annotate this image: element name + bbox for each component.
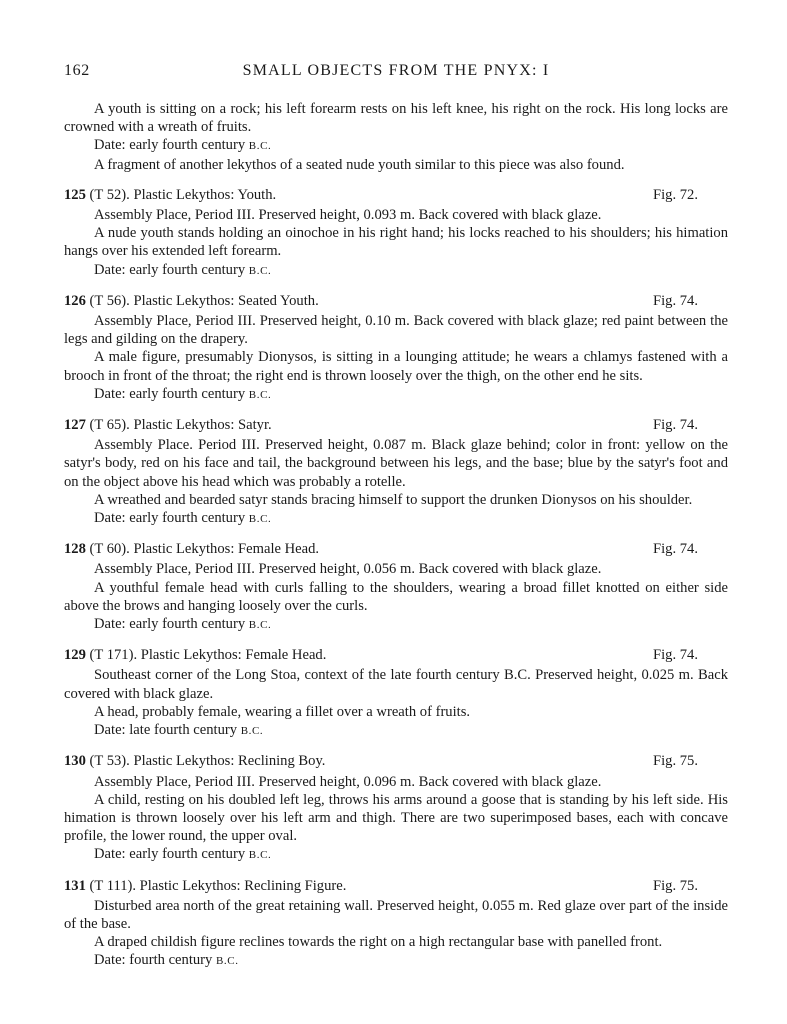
catalogue-entries bbox=[64, 186, 728, 971]
date-era: B.C. bbox=[248, 849, 272, 862]
entry-title: (T 60). Plastic Lekythos: Female Head. bbox=[89, 541, 320, 558]
catalogue-entry bbox=[64, 292, 728, 404]
figure-reference: Fig. 72. bbox=[652, 186, 698, 203]
entry-heading bbox=[64, 646, 728, 664]
entry-title-line bbox=[64, 540, 319, 558]
entry-number: 131 bbox=[64, 877, 86, 894]
entry-date bbox=[64, 951, 728, 970]
body-text bbox=[64, 100, 728, 971]
entry-title: (T 53). Plastic Lekythos: Reclining Boy. bbox=[89, 753, 326, 770]
date-label: Date: early fourth century bbox=[94, 137, 246, 154]
document-page bbox=[64, 62, 728, 971]
date-era: B.C. bbox=[248, 388, 272, 401]
date-era: B.C. bbox=[240, 725, 264, 738]
entry-date bbox=[64, 615, 728, 634]
date-label: Date: early fourth century bbox=[94, 385, 246, 402]
entry-description: A male figure, presumably Dionysos, is sitting in a lounging attitude; he wears a chlamys fastened with a brooch in front of the throat; the right end is thrown loosely over the thigh, on the other end he sits. bbox=[64, 349, 728, 384]
entry-heading bbox=[64, 877, 728, 895]
entry-date bbox=[64, 721, 728, 740]
entry-number: 127 bbox=[64, 417, 86, 434]
date-era: B.C. bbox=[248, 619, 272, 632]
intro-note: A fragment of another lekythos of a seated nude youth similar to this piece was also found. bbox=[94, 156, 625, 173]
entry-provenance: Southeast corner of the Long Stoa, context of the late fourth century B.C. Preserved height, 0.025 m. Back covered with black glaze. bbox=[64, 667, 728, 702]
entry-provenance: Assembly Place, Period III. Preserved height, 0.10 m. Back covered with black glaze; red paint between the legs and gilding on the drapery. bbox=[64, 313, 728, 348]
entry-description: A head, probably female, wearing a fillet over a wreath of fruits. bbox=[94, 703, 471, 720]
date-label: Date: early fourth century bbox=[94, 846, 246, 863]
date-era: B.C. bbox=[248, 140, 272, 153]
entry-heading bbox=[64, 416, 728, 434]
entry-title-line bbox=[64, 416, 272, 434]
intro-description: A youth is sitting on a rock; his left forearm rests on his left knee, his right on the rock. His long locks are crowned with a wreath of fruits. bbox=[64, 101, 728, 136]
date-label: Date: late fourth century bbox=[94, 722, 238, 739]
entry-provenance: Assembly Place. Period III. Preserved height, 0.087 m. Black glaze behind; color in front: yellow on the satyr's body, red on his face and tail, the background between his legs, and the base; blue by the satyr's foot and on the object above his head which was probably a rotelle. bbox=[64, 437, 728, 490]
catalogue-entry bbox=[64, 752, 728, 864]
entry-provenance: Assembly Place, Period III. Preserved height, 0.096 m. Back covered with black glaze. bbox=[94, 773, 602, 790]
entry-heading bbox=[64, 540, 728, 558]
entry-heading bbox=[64, 186, 728, 204]
date-label: Date: early fourth century bbox=[94, 510, 246, 527]
figure-reference: Fig. 74. bbox=[652, 417, 698, 434]
catalogue-entry bbox=[64, 646, 728, 740]
entry-title-line bbox=[64, 292, 319, 310]
entry-provenance: Disturbed area north of the great retaining wall. Preserved height, 0.055 m. Red glaze over part of the inside of the base. bbox=[64, 897, 728, 932]
entry-number: 129 bbox=[64, 647, 86, 664]
entry-title: (T 111). Plastic Lekythos: Reclining Figure. bbox=[89, 877, 347, 894]
entry-number: 126 bbox=[64, 292, 86, 309]
entry-provenance: Assembly Place, Period III. Preserved height, 0.056 m. Back covered with black glaze. bbox=[94, 561, 602, 578]
entry-heading bbox=[64, 752, 728, 770]
page-header bbox=[64, 62, 728, 86]
entry-title: (T 56). Plastic Lekythos: Seated Youth. bbox=[89, 292, 319, 309]
entry-description: A nude youth stands holding an oinochoe in his right hand; his locks reached to his shoulders; his himation hangs over his extended left forearm. bbox=[64, 225, 728, 260]
entry-title-line bbox=[64, 646, 326, 664]
entry-description: A wreathed and bearded satyr stands bracing himself to support the drunken Dionysos on his shoulder. bbox=[94, 491, 693, 508]
figure-reference: Fig. 75. bbox=[652, 753, 698, 770]
entry-date bbox=[64, 385, 728, 404]
entry-number: 130 bbox=[64, 753, 86, 770]
intro-section bbox=[64, 100, 728, 174]
entry-title-line bbox=[64, 877, 346, 895]
entry-title-line bbox=[64, 752, 325, 770]
entry-title: (T 65). Plastic Lekythos: Satyr. bbox=[89, 417, 272, 434]
catalogue-entry bbox=[64, 416, 728, 528]
date-label: Date: early fourth century bbox=[94, 616, 246, 633]
date-era: B.C. bbox=[248, 513, 272, 526]
entry-title: (T 171). Plastic Lekythos: Female Head. bbox=[89, 647, 327, 664]
page-number: 162 bbox=[64, 62, 90, 79]
entry-description: A draped childish figure reclines towards the right on a high rectangular base with panelled front. bbox=[94, 934, 663, 951]
entry-number: 128 bbox=[64, 541, 86, 558]
entry-heading bbox=[64, 292, 728, 310]
catalogue-entry bbox=[64, 540, 728, 634]
figure-reference: Fig. 74. bbox=[652, 292, 698, 309]
date-era: B.C. bbox=[248, 264, 272, 277]
entry-date bbox=[64, 509, 728, 528]
date-label: Date: early fourth century bbox=[94, 261, 246, 278]
catalogue-entry bbox=[64, 877, 728, 971]
entry-description: A child, resting on his doubled left leg, throws his arms around a goose that is standing by his left side. His himation is thrown loosely over his left arm and thigh. There are two superimposed bases, each with concave profile, the lower round, the upper oval. bbox=[64, 791, 728, 845]
catalogue-entry bbox=[64, 186, 728, 280]
figure-reference: Fig. 74. bbox=[652, 647, 698, 664]
entry-date bbox=[64, 261, 728, 280]
entry-date bbox=[64, 845, 728, 864]
date-era: B.C. bbox=[215, 955, 239, 968]
entry-description: A youthful female head with curls falling to the shoulders, wearing a broad fillet knotted on either side above the brows and hanging loosely over the curls. bbox=[64, 579, 728, 614]
date-label: Date: fourth century bbox=[94, 952, 213, 969]
figure-reference: Fig. 74. bbox=[652, 541, 698, 558]
intro-date bbox=[64, 136, 728, 155]
figure-reference: Fig. 75. bbox=[652, 877, 698, 894]
running-title: SMALL OBJECTS FROM THE PNYX: I bbox=[242, 62, 550, 79]
entry-number: 125 bbox=[64, 186, 86, 203]
entry-provenance: Assembly Place, Period III. Preserved height, 0.093 m. Back covered with black glaze. bbox=[94, 207, 602, 224]
entry-title-line bbox=[64, 186, 276, 204]
entry-title: (T 52). Plastic Lekythos: Youth. bbox=[89, 186, 277, 203]
